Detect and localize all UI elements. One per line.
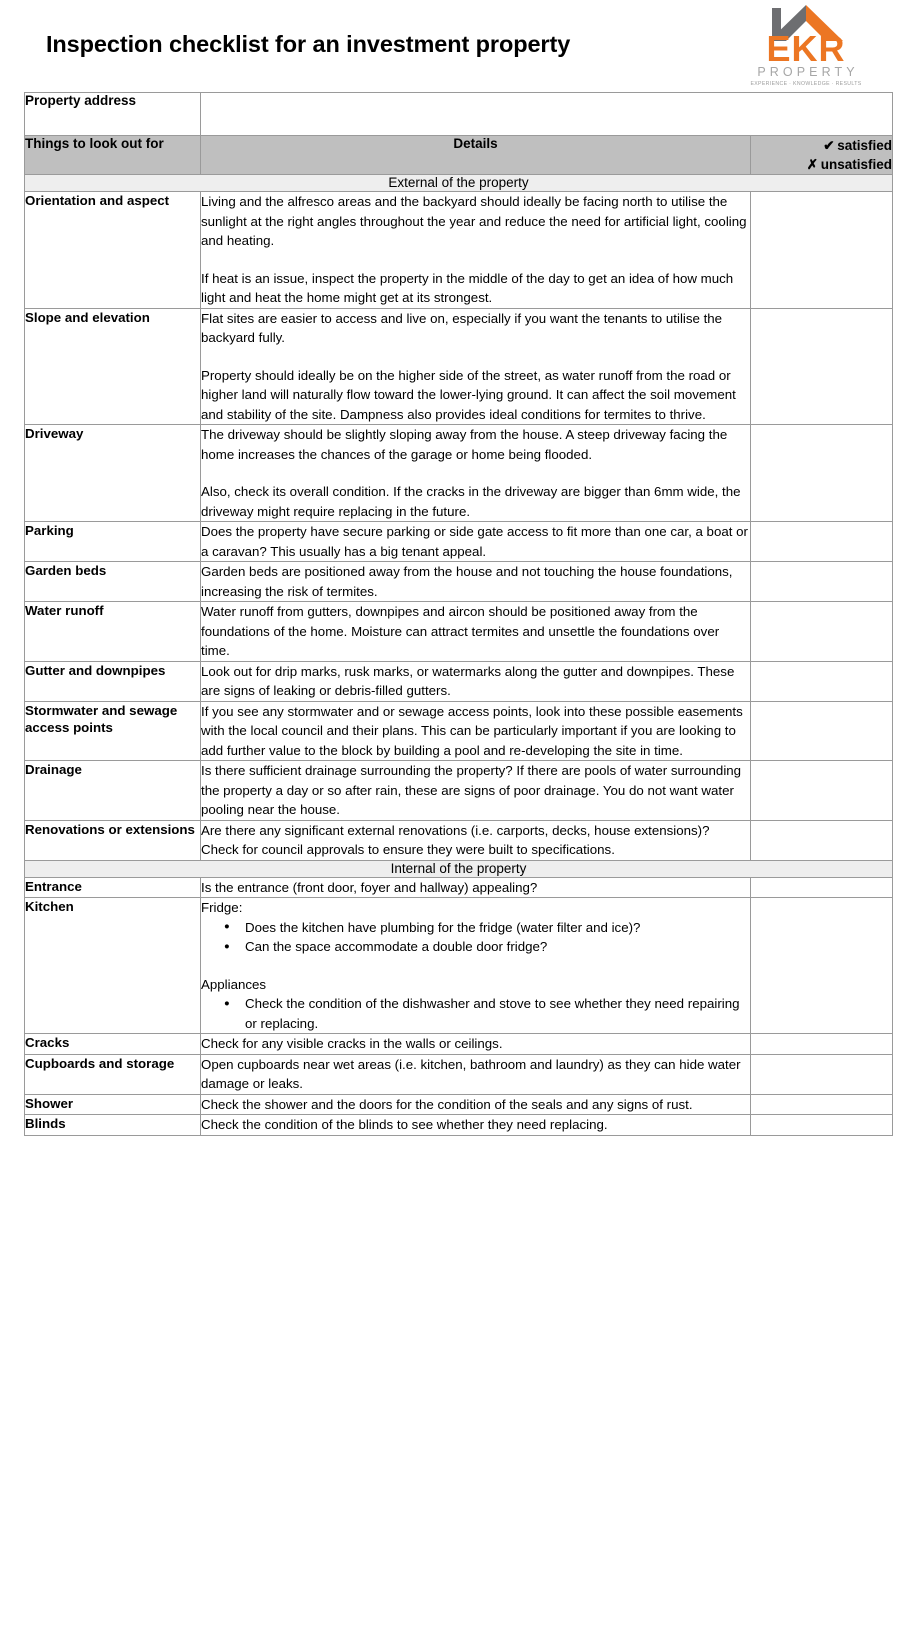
logo-brand-text: EKR (766, 28, 846, 69)
details-paragraph: Is there sufficient drainage surrounding the property? If there are pools of water surrounding the property a day or so after rain, these are signs of poor drainage. You do not want water pooling near the house. (201, 763, 742, 817)
row-details (201, 425, 751, 522)
row-item-label: Cupboards and storage (25, 1054, 201, 1094)
row-satisfaction-checkbox-cell[interactable] (751, 761, 893, 821)
details-paragraph: Check the condition of the blinds to see whether they need replacing. (201, 1117, 608, 1132)
header-unsatisfied-label: unsatisfied (820, 157, 892, 172)
property-address-row (25, 93, 893, 136)
row-item-label: Driveway (25, 425, 201, 522)
row-details (201, 820, 751, 860)
row-item-label: Water runoff (25, 602, 201, 662)
section-banner-label: Internal of the property (25, 860, 893, 877)
details-paragraph: The driveway should be slightly sloping away from the house. A steep driveway facing the home increases the chances of the garage or home being flooded. (201, 427, 728, 462)
table-row (25, 761, 893, 821)
details-paragraph: Property should ideally be on the higher side of the street, as water runoff from the road or higher land will naturally flow toward the lower-lying ground. It can affect the soil movement and stability of the site. Dampness also provides ideal conditions for termites to thrive. (201, 367, 736, 422)
row-details (201, 1094, 751, 1115)
details-paragraph: Check the shower and the doors for the condition of the seals and any signs of rust. (201, 1096, 693, 1112)
checklist-table-body (25, 93, 893, 1136)
details-paragraph: Also, check its overall condition. If the cracks in the driveway are bigger than 6mm wide, the driveway might require replacing in the future. (201, 484, 741, 519)
details-spacer (201, 957, 750, 975)
row-satisfaction-checkbox-cell[interactable] (751, 522, 893, 562)
row-item-label: Orientation and aspect (25, 192, 201, 309)
table-header-row (25, 136, 893, 175)
details-paragraph: If heat is an issue, inspect the property in the middle of the day to get an idea of how much light and heat the home might get at its strongest. (201, 270, 734, 305)
row-item-label: Garden beds (25, 562, 201, 602)
details-paragraph: Does the property have secure parking or side gate access to fit more than one car, a boat or a caravan? This usually has a big tenant appeal. (201, 524, 748, 559)
row-item-label: Renovations or extensions (25, 820, 201, 860)
row-item-label: Cracks (25, 1034, 201, 1055)
row-details (201, 877, 751, 898)
table-row (25, 562, 893, 602)
header-satisfied-label: satisfied (837, 138, 892, 153)
row-item-label: Parking (25, 522, 201, 562)
section-banner-row (25, 860, 893, 877)
details-paragraph: If you see any stormwater and or sewage access points, look into these possible easements with the local council and their plans. This can be particularly important if you are looking to add further value to the block by building a pool and re-developing the site in time. (201, 703, 743, 758)
table-row (25, 1054, 893, 1094)
header-details: Details (201, 136, 751, 175)
details-paragraph: Garden beds are positioned away from the house and not touching the house foundations, increasing the risk of termites. (201, 564, 733, 599)
table-row (25, 877, 893, 898)
row-details (201, 1034, 751, 1055)
row-satisfaction-checkbox-cell[interactable] (751, 192, 893, 309)
document-header (0, 0, 916, 92)
inspection-checklist-table (24, 92, 893, 1136)
row-satisfaction-checkbox-cell[interactable] (751, 425, 893, 522)
row-satisfaction-checkbox-cell[interactable] (751, 1034, 893, 1055)
row-details (201, 602, 751, 662)
property-address-input[interactable] (201, 93, 893, 136)
row-details (201, 1115, 751, 1136)
checklist-table-wrapper (24, 92, 892, 1136)
ekr-property-logo (744, 4, 868, 90)
header-satisfied-line (751, 136, 892, 155)
table-row (25, 661, 893, 701)
row-details (201, 661, 751, 701)
property-address-label: Property address (25, 93, 201, 136)
section-banner-row (25, 175, 893, 192)
row-item-label: Blinds (25, 1115, 201, 1136)
section-banner-label: External of the property (25, 175, 893, 192)
table-row (25, 192, 893, 309)
details-group-heading: Appliances (201, 976, 267, 992)
table-row (25, 1034, 893, 1055)
row-details (201, 308, 751, 425)
row-satisfaction-checkbox-cell[interactable] (751, 1115, 893, 1136)
table-row (25, 898, 893, 1034)
row-details (201, 562, 751, 602)
row-satisfaction-checkbox-cell[interactable] (751, 661, 893, 701)
logo-tagline-text: EXPERIENCE · KNOWLEDGE · RESULTS (750, 81, 862, 87)
page-title: Inspection checklist for an investment property (46, 31, 571, 57)
table-row (25, 425, 893, 522)
row-satisfaction-checkbox-cell[interactable] (751, 877, 893, 898)
table-row (25, 701, 893, 761)
row-satisfaction-checkbox-cell[interactable] (751, 562, 893, 602)
table-row (25, 1094, 893, 1115)
row-satisfaction-checkbox-cell[interactable] (751, 898, 893, 1034)
row-item-label: Entrance (25, 877, 201, 898)
header-things-to-look-out-for: Things to look out for (25, 136, 201, 175)
details-paragraph: Is the entrance (front door, foyer and hallway) appealing? (201, 879, 538, 895)
details-group-heading: Fridge: (201, 900, 243, 915)
row-item-label: Gutter and downpipes (25, 661, 201, 701)
row-item-label: Slope and elevation (25, 308, 201, 425)
table-row (25, 1115, 893, 1136)
list-item: ● Check the condition of the dishwasher and stove to see whether they need repairing or replacing. (245, 994, 750, 1033)
row-satisfaction-checkbox-cell[interactable] (751, 308, 893, 425)
table-row (25, 522, 893, 562)
list-item: ● Does the kitchen have plumbing for the fridge (water filter and ice)? (245, 918, 750, 938)
row-details (201, 192, 751, 309)
row-satisfaction-checkbox-cell[interactable] (751, 1094, 893, 1115)
header-satisfaction (751, 136, 893, 175)
table-row (25, 820, 893, 860)
row-satisfaction-checkbox-cell[interactable] (751, 701, 893, 761)
details-paragraph: Check for any visible cracks in the walls or ceilings. (201, 1036, 503, 1051)
row-item-label: Shower (25, 1094, 201, 1115)
details-paragraph: Flat sites are easier to access and live on, especially if you want the tenants to utilise the backyard fully. (201, 310, 723, 345)
details-paragraph: Are there any significant external renovations (i.e. carports, decks, house extensions)? Check for council approvals to ensure they were built to specifications. (201, 822, 710, 857)
logo-subtitle-text: PROPERTY (757, 65, 859, 79)
table-row (25, 308, 893, 425)
row-item-label: Stormwater and sewage access points (25, 701, 201, 761)
row-details (201, 701, 751, 761)
row-item-label: Drainage (25, 761, 201, 821)
row-details (201, 761, 751, 821)
details-bullet-list (201, 994, 750, 1033)
list-item: ● Can the space accommodate a double door fridge? (245, 937, 750, 957)
table-row (25, 602, 893, 662)
cross-mark-icon: ✗ (806, 157, 819, 172)
details-paragraph: Open cupboards near wet areas (i.e. kitchen, bathroom and laundry) as they can hide water damage or leaks. (201, 1056, 741, 1091)
row-satisfaction-checkbox-cell[interactable] (751, 602, 893, 662)
row-item-label: Kitchen (25, 898, 201, 1034)
details-bullet-list (201, 918, 750, 957)
details-paragraph: Water runoff from gutters, downpipes and aircon should be positioned away from the foundations of the home. Moisture can attract termites and unsettle the foundations over time. (201, 604, 720, 658)
row-details (201, 522, 751, 562)
row-details (201, 898, 751, 1034)
check-mark-icon: ✔ (823, 138, 835, 153)
row-satisfaction-checkbox-cell[interactable] (751, 820, 893, 860)
details-paragraph: Living and the alfresco areas and the backyard should ideally be facing north to utilise the sunlight at the right angles throughout the year and reduce the need for artificial light, cooling and heating. (201, 194, 747, 248)
row-satisfaction-checkbox-cell[interactable] (751, 1054, 893, 1094)
header-unsatisfied-line (751, 155, 892, 174)
row-details (201, 1054, 751, 1094)
details-paragraph: Look out for drip marks, rusk marks, or watermarks along the gutter and downpipes. These are signs of leaking or debris-filled gutters. (201, 663, 735, 698)
